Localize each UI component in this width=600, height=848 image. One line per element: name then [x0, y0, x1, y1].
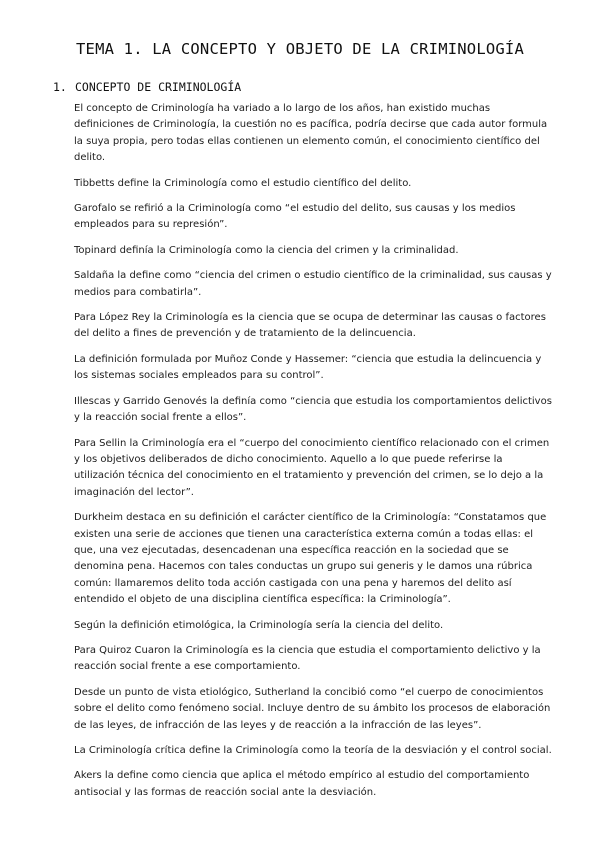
section-heading-text: CONCEPTO DE CRIMINOLOGÍA: [75, 80, 242, 94]
paragraph-saldana: Saldaña la define como “ciencia del crimen o estudio científico de la criminalidad, sus causas y medios para combatirla”.: [74, 270, 552, 298]
paragraph-lopez-rey: Para López Rey la Criminología es la ciencia que se ocupa de determinar las causas o factores del delito a fines de prevención y de tratamiento de la delincuencia.: [74, 312, 546, 340]
paragraph-garofalo: Garofalo se refirió a la Criminología como “el estudio del delito, sus causas y los medios empleados para su represión”.: [74, 203, 516, 231]
paragraph-intro: El concepto de Criminología ha variado a lo largo de los años, han existido muchas definiciones de Criminología, la cuestión no es pacífica, podría decirse que cada autor formula la suya propia, pero todas ellas contienen un elemento común, el conocimiento científico del delito.: [74, 103, 548, 164]
paragraph-tibbetts: Tibbetts define la Criminología como el estudio científico del delito.: [74, 177, 412, 189]
paragraph-sutherland: Desde un punto de vista etiológico, Sutherland la concibió como “el cuerpo de conocimientos sobre el delito como fenómeno social. Incluye dentro de su ámbito los procesos de elaboración de las leyes, de infracción de las leyes y de reacción a la infracción de las leyes”.: [74, 686, 551, 731]
paragraph-sellin: Para Sellin la Criminología era el “cuerpo del conocimiento científico relacionado con el crimen y los objetivos deliberados de dicho conocimiento. Aquello a lo que puede referirse la utilización técnica del conocimiento en el tratamiento y prevención del crimen, se lo dejo a la imaginación del lector”.: [74, 437, 550, 498]
paragraph-durkheim: Durkheim destaca en su definición el carácter científico de la Criminología: “Constatamos que existen una serie de acciones que tienen una característica externa común a todas ellas: el que, una vez ejecutadas, desencadenan una específica reacción en la sociedad que se denomina pena. Hacemos con tales conductas un grupo sui generis y le damos una rúbrica común: llamaremos delito toda acción castigada con una pena y haremos del delito así entendido el objeto de una disciplina científica específica: la Criminología”.: [74, 512, 547, 606]
paragraph-critica: La Criminología crítica define la Criminología como la teoría de la desviación y el control social.: [74, 745, 552, 756]
paragraph-akers: Akers la define como ciencia que aplica el método empírico al estudio del comportamiento antisocial y las formas de reacción social ante la desviación.: [74, 770, 530, 798]
paragraph-etimologica: Según la definición etimológica, la Criminología sería la ciencia del delito.: [74, 619, 444, 631]
document-title: TEMA 1. LA CONCEPTO Y OBJETO DE LA CRIMINOLOGÍA: [76, 40, 524, 58]
paragraph-illescas: Illescas y Garrido Genovés la definía como “ciencia que estudia los comportamientos delictivos y la reacción social frente a ellos”.: [74, 395, 552, 424]
paragraph-quiroz-cuaron: Para Quiroz Cuaron la Criminología es la ciencia que estudia el comportamiento delictivo y la reacción social frente a ese comportamiento.: [74, 644, 541, 673]
paragraph-topinard: Topinard definía la Criminología como la ciencia del crimen y la criminalidad.: [74, 244, 459, 256]
paragraph-munoz-conde: La definición formulada por Muñoz Conde y Hassemer: “ciencia que estudia la delincuencia y los sistemas sociales empleados para su control”.: [74, 353, 542, 382]
section-heading: [53, 80, 241, 94]
section-number: 1.: [53, 80, 67, 94]
section-body: [74, 101, 552, 810]
